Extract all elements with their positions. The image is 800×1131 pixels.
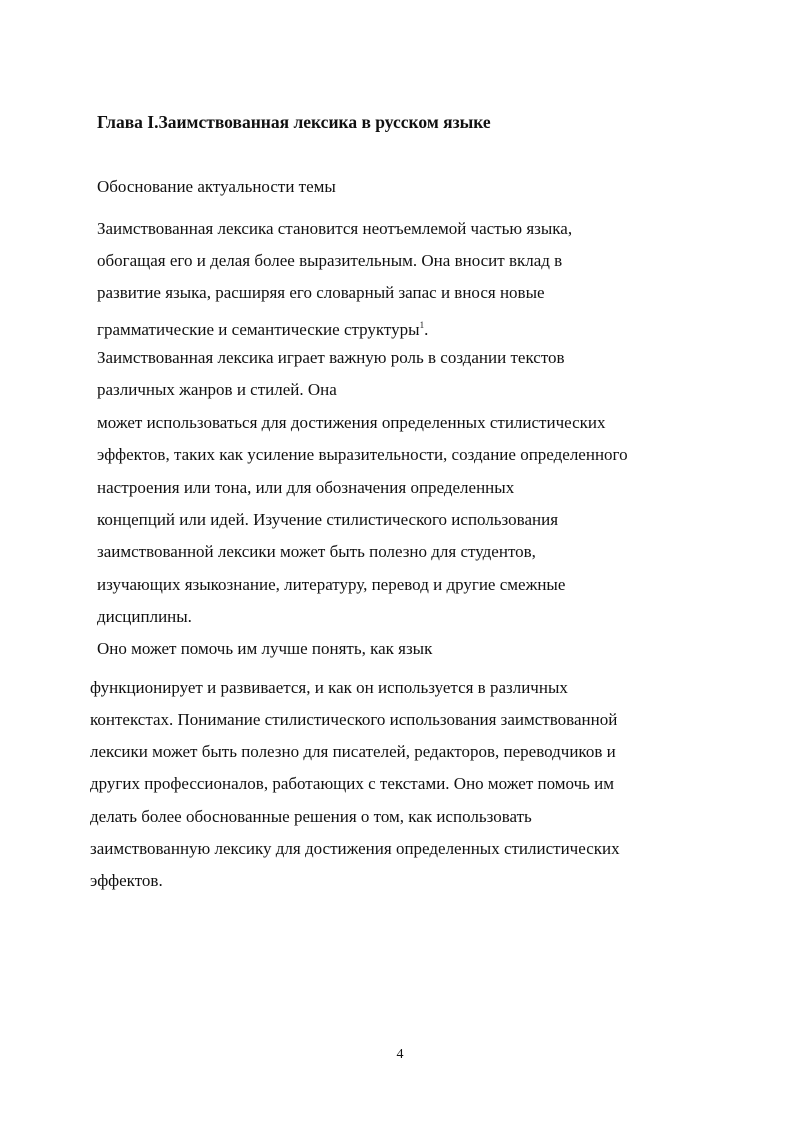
body-line: делать более обоснованные решения о том, как использовать xyxy=(90,807,532,826)
body-line: заимствованную лексику для достижения определенных стилистических xyxy=(90,839,620,858)
body-line: развитие языка, расширяя его словарный запас и внося новые xyxy=(97,283,545,302)
body-line: эффектов. xyxy=(90,871,163,890)
line-end-period: . xyxy=(424,320,429,339)
body-line: лексики может быть полезно для писателей, редакторов, переводчиков и xyxy=(90,742,616,761)
body-line: Заимствованная лексика становится неотъемлемой частью языка, xyxy=(97,219,573,238)
body-line-text: грамматические и семантические структуры xyxy=(97,320,420,339)
page-number: 4 xyxy=(396,1047,404,1062)
body-line-with-footnote xyxy=(97,314,428,341)
section-subheading: Обоснование актуальности темы xyxy=(97,177,336,196)
footnote-marker[interactable]: 1 xyxy=(419,320,425,330)
body-line: эффектов, таких как усиление выразительности, создание определенного xyxy=(97,445,628,464)
body-line: Оно может помочь им лучше понять, как язык xyxy=(97,639,433,658)
body-line: изучающих языкознание, литературу, перевод и другие смежные xyxy=(97,575,566,594)
body-line: дисциплины. xyxy=(97,607,192,626)
chapter-heading: Глава I.Заимствованная лексика в русском языке xyxy=(97,112,491,132)
body-line: заимствованной лексики может быть полезно для студентов, xyxy=(97,542,536,561)
body-line: Заимствованная лексика играет важную роль в создании текстов xyxy=(97,348,565,367)
body-line: может использоваться для достижения определенных стилистических xyxy=(97,413,606,432)
body-line: настроения или тона, или для обозначения определенных xyxy=(97,478,515,497)
body-line: контекстах. Понимание стилистического использования заимствованной xyxy=(90,710,618,729)
body-line: различных жанров и стилей. Она xyxy=(97,380,337,399)
body-line: концепций или идей. Изучение стилистического использования xyxy=(97,510,559,529)
body-line: функционирует и развивается, и как он используется в различных xyxy=(90,678,568,697)
body-line: других профессионалов, работающих с текстами. Оно может помочь им xyxy=(90,774,615,793)
body-line: обогащая его и делая более выразительным. Она вносит вклад в xyxy=(97,251,563,270)
